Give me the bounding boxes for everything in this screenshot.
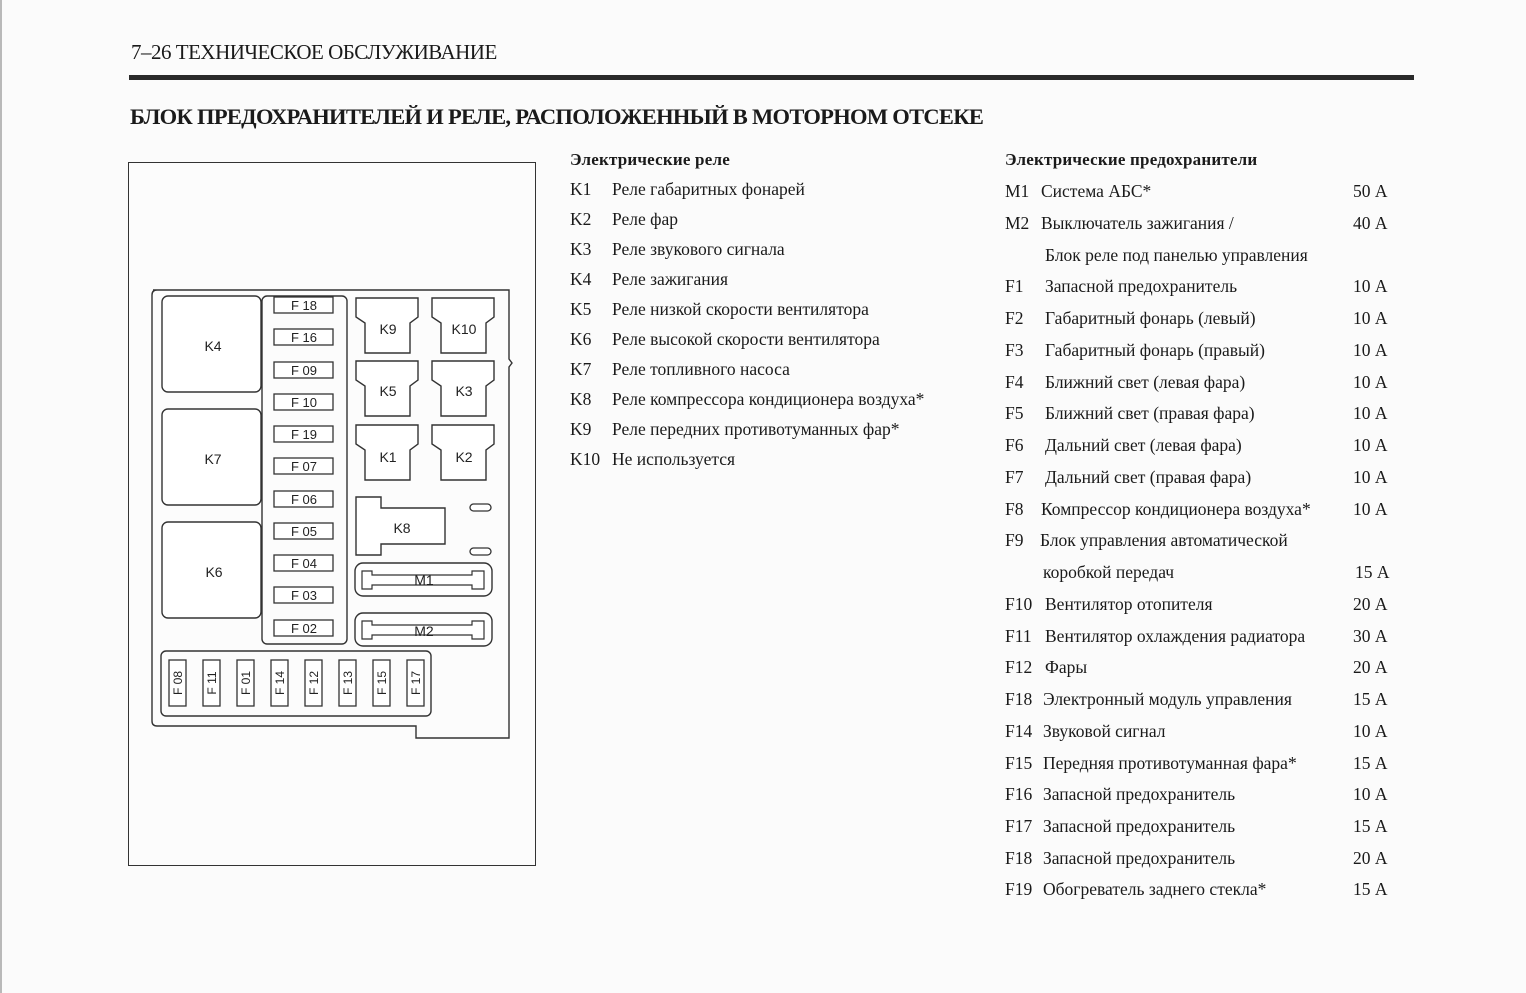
fuse-row <box>1005 593 1405 615</box>
fuse-code: F11 <box>1005 626 1032 646</box>
fuses-heading: Электрические предохранители <box>1005 150 1258 169</box>
fuse-code: F18 <box>1005 689 1033 709</box>
column-fuse-f18 <box>274 297 333 313</box>
fuse-amperage: 15 А <box>1353 689 1388 709</box>
fuse-row <box>1005 371 1405 393</box>
fuse-amperage: 10 А <box>1353 372 1388 392</box>
small-slot <box>470 504 491 511</box>
small-relay-k5 <box>356 361 418 416</box>
relay-code: K2 <box>570 209 592 229</box>
bottom-fuse-f13 <box>339 660 356 706</box>
fuse-code: F19 <box>1005 879 1033 899</box>
fuse-code: F2 <box>1005 308 1024 328</box>
fuse-amperage: 10 А <box>1353 340 1388 360</box>
header-rule <box>129 75 1414 80</box>
fuse-code: F15 <box>1005 753 1033 773</box>
small-relay-k2 <box>432 425 494 480</box>
small-relay-k9 <box>356 298 418 353</box>
fuse-code: F8 <box>1005 499 1024 519</box>
relays-heading: Электрические реле <box>570 150 730 169</box>
bottom-fuse-f15 <box>373 660 390 706</box>
fuse-label: F 15 <box>375 670 389 696</box>
small-relay-k3 <box>432 361 494 416</box>
relay-desc: Реле звукового сигнала <box>612 239 785 259</box>
fuse-amperage: 10 А <box>1353 784 1388 804</box>
fuse-code: F5 <box>1005 403 1024 423</box>
bottom-fuse-f01 <box>237 660 254 706</box>
relay-code: K8 <box>570 389 592 409</box>
fuse-label: F 09 <box>290 363 318 378</box>
fuse-amperage: 10 А <box>1353 721 1388 741</box>
maxi-fuse-m1 <box>355 563 492 596</box>
fuse-row <box>1005 752 1405 774</box>
fuse-code: F3 <box>1005 340 1024 360</box>
fuse-desc: Габаритный фонарь (левый) <box>1045 308 1256 328</box>
column-fuse-f19 <box>274 426 333 442</box>
relay-code: K4 <box>570 269 592 289</box>
fuse-desc: Выключатель зажигания / <box>1041 213 1234 233</box>
fuse-desc: Запасной предохранитель <box>1043 784 1236 804</box>
fuse-amperage: 10 А <box>1353 308 1388 328</box>
large-relay-label: K7 <box>204 451 222 467</box>
fuse-amperage: 50 А <box>1353 181 1388 201</box>
relay-desc: Реле топливного насоса <box>612 359 790 379</box>
small-relay-label: K9 <box>379 321 397 337</box>
relay-code: K10 <box>570 449 601 469</box>
bottom-fuse-f14 <box>271 660 288 706</box>
fuse-amperage: 10 А <box>1353 467 1388 487</box>
fuse-code: F1 <box>1005 276 1024 296</box>
fuse-amperage: 15 А <box>1353 879 1388 899</box>
fuse-label: F 18 <box>290 298 318 313</box>
page-edge <box>0 0 2 993</box>
fuse-row <box>1005 434 1405 456</box>
fuse-label: F 07 <box>290 459 318 474</box>
fuse-desc: Обогреватель заднего стекла* <box>1043 879 1267 899</box>
fuse-amperage: 15 А <box>1355 562 1390 582</box>
relay-code: K7 <box>570 359 592 379</box>
small-relay-label: K2 <box>455 449 473 465</box>
maxi-fuse-m2 <box>355 613 492 646</box>
section-title: БЛОК ПРЕДОХРАНИТЕЛЕЙ И РЕЛЕ, РАСПОЛОЖЕННЫЙ В МОТОРНОМ ОТСЕКЕ <box>130 104 984 129</box>
fuse-desc: Габаритный фонарь (правый) <box>1045 340 1265 360</box>
fuse-box-diagram <box>128 162 536 866</box>
fuse-label: F 02 <box>290 621 318 636</box>
fuse-desc: Дальний свет (левая фара) <box>1045 435 1242 455</box>
fuse-label: F 06 <box>290 492 318 507</box>
fuse-desc: Вентилятор отопителя <box>1045 594 1213 614</box>
fuse-amperage: 10 А <box>1353 276 1388 296</box>
fuse-desc: Звуковой сигнал <box>1043 721 1166 741</box>
fuse-desc: Запасной предохранитель <box>1043 816 1236 836</box>
relay-desc: Реле низкой скорости вентилятора <box>612 299 869 319</box>
fuse-row <box>1005 212 1405 234</box>
column-fuse-f05 <box>274 523 333 539</box>
fuse-row <box>1005 275 1405 297</box>
fuse-desc: Дальний свет (правая фара) <box>1045 467 1252 487</box>
fuse-row <box>1005 529 1405 551</box>
fuse-amperage: 20 А <box>1353 657 1388 677</box>
fuse-amperage: 10 А <box>1353 403 1388 423</box>
bottom-fuse-f17 <box>407 660 424 706</box>
fuse-desc: Запасной предохранитель <box>1043 848 1236 868</box>
fuse-desc: Запасной предохранитель <box>1045 276 1238 296</box>
relay-desc: Реле компрессора кондиционера воздуха* <box>612 389 925 409</box>
fuse-code: F14 <box>1005 721 1033 741</box>
column-fuse-f06 <box>274 491 333 507</box>
relay-code: K9 <box>570 419 592 439</box>
large-relay-label: K6 <box>205 564 223 580</box>
fuse-label: F 17 <box>409 670 423 696</box>
relay-desc: Реле габаритных фонарей <box>612 179 805 199</box>
relay-desc: Не используется <box>612 449 736 469</box>
column-fuse-f16 <box>274 329 333 345</box>
column-fuse-f10 <box>274 394 333 410</box>
fuse-desc: коробкой передач <box>1043 562 1175 582</box>
relay-k8-label: K8 <box>393 520 411 536</box>
bottom-fuse-f11 <box>203 660 220 706</box>
fuse-code: F16 <box>1005 784 1033 804</box>
fuse-box-svg <box>129 163 537 867</box>
fuse-desc: Компрессор кондиционера воздуха* <box>1041 499 1311 519</box>
column-fuse-f07 <box>274 458 333 474</box>
fuse-row <box>1005 656 1405 678</box>
fuse-label: F 05 <box>290 524 318 539</box>
large-relay-k6 <box>162 522 261 618</box>
relay-code: K5 <box>570 299 592 319</box>
fuse-label: F 13 <box>341 670 355 696</box>
relay-code: K1 <box>570 179 592 199</box>
fuse-amperage: 10 А <box>1353 435 1388 455</box>
fuse-code: F10 <box>1005 594 1033 614</box>
page-header-title: 7–26 ТЕХНИЧЕСКОЕ ОБСЛУЖИВАНИЕ <box>131 40 497 64</box>
fuse-amperage: 20 А <box>1353 848 1388 868</box>
small-relay-label: K5 <box>379 383 397 399</box>
fuse-label: F 11 <box>205 671 219 695</box>
fuse-row <box>1005 180 1405 202</box>
fuse-row <box>1005 878 1405 900</box>
fuse-amperage: 10 А <box>1353 499 1388 519</box>
fuse-row <box>1005 339 1405 361</box>
small-relay-k10 <box>432 298 494 353</box>
fuse-code: F17 <box>1005 816 1033 836</box>
small-slot <box>470 548 491 555</box>
relay-desc: Реле передних противотуманных фар* <box>612 419 900 439</box>
fuse-row <box>1005 720 1405 742</box>
fuse-desc: Передняя противотуманная фара* <box>1043 753 1297 773</box>
small-relay-label: K1 <box>379 449 397 465</box>
fuse-label: F 16 <box>290 330 318 345</box>
fuse-code: M2 <box>1005 213 1030 233</box>
fuse-row <box>1005 402 1405 424</box>
fuse-row <box>1005 561 1405 583</box>
fuse-desc: Блок управления автоматической <box>1040 530 1288 550</box>
fuse-code: F12 <box>1005 657 1033 677</box>
fuse-label: F 04 <box>290 556 318 571</box>
fuse-row <box>1005 625 1405 647</box>
fuse-row <box>1005 847 1405 869</box>
fuse-desc: Ближний свет (левая фара) <box>1045 372 1246 392</box>
maxi-fuse-label: M2 <box>414 623 434 639</box>
column-fuse-f02 <box>274 620 333 636</box>
fuse-amperage: 40 А <box>1353 213 1388 233</box>
column-fuse-f03 <box>274 587 333 603</box>
fuse-row <box>1005 498 1405 520</box>
fuse-label: F 12 <box>307 670 321 696</box>
relay-code: K3 <box>570 239 592 259</box>
fuse-row <box>1005 688 1405 710</box>
large-relay-label: K4 <box>204 338 222 354</box>
fuse-code: F7 <box>1005 467 1024 487</box>
relay-desc: Реле высокой скорости вентилятора <box>612 329 880 349</box>
large-relay-k7 <box>162 409 261 505</box>
fuse-label: F 14 <box>273 670 287 696</box>
fuse-amperage: 30 А <box>1353 626 1388 646</box>
column-fuse-f09 <box>274 362 333 378</box>
fuse-code: M1 <box>1005 181 1030 201</box>
fuse-desc: Система АБС* <box>1041 181 1152 201</box>
fuse-desc: Вентилятор охлаждения радиатора <box>1045 626 1306 646</box>
fuse-row <box>1005 783 1405 805</box>
fuse-label: F 03 <box>290 588 318 603</box>
fuse-desc: Электронный модуль управления <box>1043 689 1292 709</box>
fuse-amperage: 15 А <box>1353 753 1388 773</box>
fuse-amperage: 20 А <box>1353 594 1388 614</box>
small-relay-label: K10 <box>451 321 477 337</box>
fuse-desc: Фары <box>1045 657 1088 677</box>
fuse-label: F 01 <box>239 670 253 696</box>
fuse-row <box>1005 466 1405 488</box>
fuse-desc: Ближний свет (правая фара) <box>1045 403 1255 423</box>
bottom-fuse-f08 <box>169 660 186 706</box>
small-relay-label: K3 <box>455 383 473 399</box>
relay-k8 <box>356 497 445 555</box>
fuse-code: F18 <box>1005 848 1033 868</box>
fuse-row <box>1005 307 1405 329</box>
fuse-label: F 10 <box>290 395 318 410</box>
fuse-label: F 08 <box>171 670 185 696</box>
fuse-code: F6 <box>1005 435 1024 455</box>
fuse-row <box>1005 244 1405 266</box>
fuse-row <box>1005 815 1405 837</box>
fuse-code: F9 <box>1005 530 1024 550</box>
maxi-fuse-label: M1 <box>414 572 434 588</box>
relay-desc: Реле зажигания <box>612 269 729 289</box>
column-fuse-f04 <box>274 555 333 571</box>
small-relay-k1 <box>356 425 418 480</box>
fuse-label: F 19 <box>290 427 318 442</box>
fuse-desc: Блок реле под панелью управления <box>1045 245 1308 265</box>
large-relay-k4 <box>162 296 261 392</box>
bottom-fuse-f12 <box>305 660 322 706</box>
fuse-code: F4 <box>1005 372 1024 392</box>
fuse-amperage: 15 А <box>1353 816 1388 836</box>
relay-code: K6 <box>570 329 592 349</box>
relay-desc: Реле фар <box>612 209 679 229</box>
